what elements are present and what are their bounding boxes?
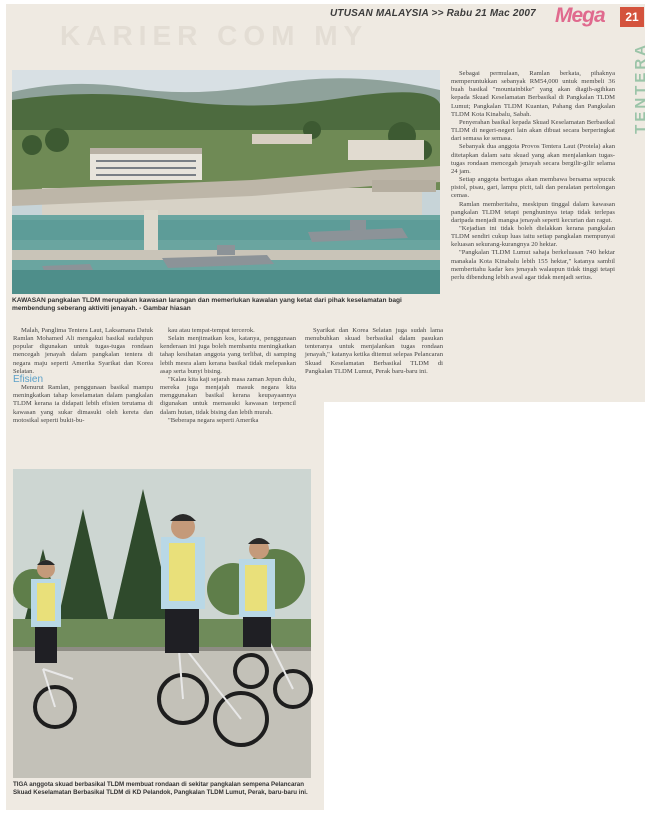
article-paragraph: Selain menjimatkan kos, katanya, penggunaan kenderaan ini juga boleh membantu meningkatkan tahap kesihatan anggota yang terlibat, di samping lebih mesra alam kerana basikal tidak melepaskan asap serta bunyi bising. (160, 335, 296, 375)
article-paragraph: Sebagai permulaan, Ramlan berkata, pihaknya memperuntukkan sebanyak RM54,000 untuk membeli 36 buah basikal "mountainbike" yang akan diagih-agihkan kepada Skuad Keselamatan Berbasikal di Pangkalan TLDM Lumut; Pangkalan TLDM Kuantan, Pahang dan Pangkalan TLDM Kota Kinabalu, Sabah. (451, 70, 615, 118)
article-paragraph: Syarikat dan Korea Selatan juga sudah lama menubuhkan skuad berbasikal dalam pasukan tenteranya untuk menjalankan tugas rondaan jenayah," katanya ketika ditemui selepas Pelancaran Skuad Keselamatan Berbasikal TLDM di Pangkalan TLDM Lumut, Perak baru-baru ini. (305, 327, 443, 375)
article-column-3 (305, 327, 443, 376)
article-paragraph: Menurut Ramlan, penggunaan basikal mampu meningkatkan tahap keselamatan dalam pangkalan TLDM kerana ia didapati lebih efisien terutama di kawasan yang sukar dimasuki oleh kereta dan motosikal seperti bukit-bu- (13, 384, 153, 424)
article-paragraph: "Kejadian ini tidak boleh dielakkan kerana pangkalan TLDM sendiri cukup luas iaitu setiap pangkalan mempunyai keluasan sekurang-kurangnya 20 hektar. (451, 224, 615, 249)
bottom-photo-caption: TIGA anggota skuad berbasikal TLDM membuat rondaan di sekitar pangkalan sempena Pelancaran Skuad Keselamatan Berbasikal TLDM di KD Pelandok, Pangkalan TLDM Lumut, Perak, baru-baru ini. (13, 781, 308, 796)
ghost-heading: KARIER COM MY (60, 20, 369, 51)
article-column-2 (160, 327, 296, 425)
article-paragraph: Malah, Panglima Tentera Laut, Laksamana Datuk Ramlan Mohamed Ali mengakui basikal sudahpun popular digunakan untuk tugas-tugas rondaan mencegah jenayah dalam pangkalan tentera di negara maju seperti Amerika Syarikat dan Korea Selatan. (13, 327, 153, 375)
page-number: 21 (620, 7, 644, 27)
masthead: UTUSAN MALAYSIA >> Rabu 21 Mac 2007 (330, 8, 536, 19)
section-subheading: Efisien (13, 373, 44, 385)
naval-base-photo (12, 70, 440, 294)
section-tag (620, 32, 649, 392)
article-paragraph: "Beberapa negara seperti Amerika (168, 416, 259, 424)
mega-logo: Mega (555, 4, 605, 27)
article-paragraph: Setiap anggota bertugas akan membawa bersama sepucuk pistol, pisau, gari, lampu picit, tali dan peralatan pertolongan cemas. (451, 176, 615, 200)
article-column-1 (13, 327, 153, 425)
article-paragraph: kau atau tempat-tempat tercerok. (168, 327, 255, 334)
bicycle-squad-photo (13, 469, 311, 778)
section-label: TENTERA (632, 42, 649, 134)
article-paragraph: Ramlan memberitahu, meskipun tinggal dalam kawasan pangkalan TLDM tetapi penghuninya tetap tidak terlepas daripada menjadi mangsa jenayah seperti kecurian dan ragut. (451, 200, 615, 224)
article-column-4 (451, 70, 615, 282)
article-paragraph: Sebanyak dua anggota Provos Tentera Laut (Protela) akan ditetapkan dalam satu skuad yang akan menjalankan tugas-tugas rondaan mencegah jenayah secara bergilir-gilir selama 24 jam. (451, 143, 615, 175)
article-paragraph: "Kalau kita kaji sejarah masa zaman Jepun dulu, mereka juga menjajah masuk negara kita menggunakan basikal kerana keupayaannya digunakan untuk memasuki kawasan terpencil dalam hutan, tidak bising dan lebih murah. (160, 375, 296, 416)
article-paragraph: Penyerahan basikal kepada Skuad Keselamatan Berbasikal TLDM di negeri-negeri lain akan dibuat secara berperingkat dari semasa ke semasa. (451, 118, 615, 143)
top-photo-caption: KAWASAN pangkalan TLDM merupakan kawasan larangan dan memerlukan kawalan yang ketat dari pihak keselamatan bagi membendung seberang aktiviti jenayah. - Gambar hiasan (12, 297, 402, 312)
article-paragraph: "Pangkalan TLDM Lumut sahaja berkeluasan 740 hektar manakala Kota Kinabalu lebih 155 hektar," katanya sambil memberitahu kadar kes jenayah walaupun tidak tinggi tetapi perlu dibendung lebih awal agar tidak menjadi serius. (451, 249, 615, 281)
